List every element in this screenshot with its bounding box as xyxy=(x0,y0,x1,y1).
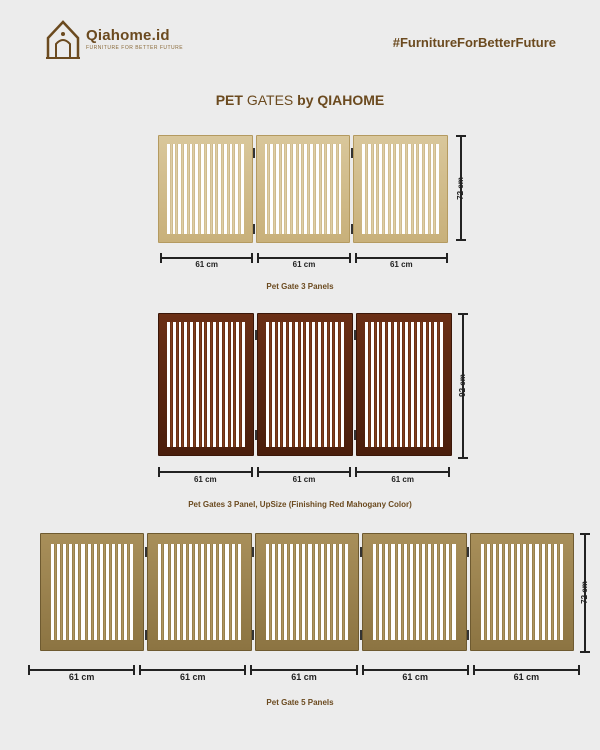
width-label: 61 cm xyxy=(68,672,95,682)
panel-opening xyxy=(167,144,244,234)
hinge xyxy=(351,148,353,158)
gate-slat xyxy=(204,544,207,640)
title-part-3: by QIAHOME xyxy=(297,92,385,108)
gate-panel xyxy=(470,533,574,651)
gate-slat xyxy=(413,544,416,640)
gate-slat xyxy=(422,144,425,234)
panel-opening xyxy=(481,544,563,640)
brand-tagline: FURNITURE FOR BETTER FUTURE xyxy=(86,45,184,51)
gate-slat xyxy=(514,544,517,640)
gate-slat xyxy=(520,544,523,640)
gate-slat xyxy=(388,544,391,640)
gate-slat xyxy=(181,322,184,447)
gate-slat xyxy=(484,544,487,640)
panel-opening xyxy=(167,322,245,447)
gate-slat xyxy=(216,544,219,640)
gate-slat xyxy=(229,544,232,640)
gate-panel xyxy=(158,135,253,243)
gate-slat xyxy=(233,322,236,447)
panel-opening xyxy=(365,322,443,447)
gate-caption: Pet Gates 3 Panel, UpSize (Finishing Red Mahogany Color) xyxy=(188,500,412,509)
gate-slat xyxy=(382,544,385,640)
gate-slat xyxy=(490,544,493,640)
gate-slat xyxy=(414,322,417,447)
header xyxy=(0,0,600,70)
gate-slat xyxy=(393,144,396,234)
gate-slat xyxy=(292,322,295,447)
hinge xyxy=(354,430,356,440)
gate-slat xyxy=(193,322,196,447)
hinge xyxy=(252,630,254,640)
gate-slat xyxy=(109,544,112,640)
gate-slat xyxy=(385,322,388,447)
width-label: 61 cm xyxy=(513,672,540,682)
gate-slat xyxy=(374,322,377,447)
gate-slat xyxy=(508,544,511,640)
gate-slat xyxy=(407,544,410,640)
gate-slat xyxy=(449,544,452,640)
gate-slat xyxy=(428,144,431,234)
panel-opening xyxy=(158,544,240,640)
gate-slat xyxy=(198,144,201,234)
gate-slat xyxy=(216,322,219,447)
gate-slat xyxy=(54,544,57,640)
gate-slat xyxy=(192,544,195,640)
panel-opening xyxy=(266,544,348,640)
gate-panel xyxy=(257,313,353,456)
gate-slat xyxy=(269,544,272,640)
width-label: 61 cm xyxy=(193,475,217,484)
gate-slat xyxy=(431,322,434,447)
gate-panel xyxy=(356,313,452,456)
gate-slat xyxy=(416,144,419,234)
gate-slat xyxy=(321,322,324,447)
pet-gate-3-panel-upsize-image xyxy=(158,313,452,456)
gate-slat xyxy=(388,144,391,234)
gate-slat xyxy=(192,144,195,234)
gate-panel xyxy=(40,533,144,651)
gate-slat xyxy=(557,544,560,640)
gate-slat xyxy=(443,544,446,640)
gate-slat xyxy=(299,544,302,640)
gate-slat xyxy=(284,144,287,234)
gate-slat xyxy=(397,322,400,447)
title-part-2: GATES xyxy=(242,92,298,108)
width-label: 61 cm xyxy=(391,475,414,484)
gate-slat xyxy=(170,144,173,234)
gate-slat xyxy=(313,144,316,234)
gate-slat xyxy=(174,544,177,640)
gate-slat xyxy=(298,322,301,447)
gate-slat xyxy=(187,144,190,234)
gate-slat xyxy=(426,322,429,447)
gate-slat xyxy=(239,322,242,447)
gate-slat xyxy=(279,144,282,234)
house-logo-icon xyxy=(44,18,82,60)
pet-gate-5-panels-image xyxy=(40,533,574,651)
hinge xyxy=(351,224,353,234)
gate-slat xyxy=(287,544,290,640)
gate-slat xyxy=(181,144,184,234)
gate-slat xyxy=(168,544,171,640)
gate-slat xyxy=(186,544,189,640)
gate-slat xyxy=(222,544,225,640)
gate-slat xyxy=(376,544,379,640)
gate-slat xyxy=(324,544,327,640)
gate-slat xyxy=(215,144,218,234)
brand-name: Qiahome.id xyxy=(86,27,170,44)
gate-slat xyxy=(275,544,278,640)
gate-slat xyxy=(204,144,207,234)
width-label: 61 cm xyxy=(292,260,316,269)
gate-slat xyxy=(269,322,272,447)
gate-slat xyxy=(496,544,499,640)
gate-panel xyxy=(256,135,351,243)
hinge xyxy=(145,630,147,640)
gate-slat xyxy=(365,144,368,234)
gate-slat xyxy=(267,144,270,234)
gate-panel xyxy=(158,313,254,456)
gate-slat xyxy=(368,322,371,447)
gate-panel xyxy=(362,533,466,651)
width-label: 61 cm xyxy=(389,260,413,269)
gate-slat xyxy=(330,544,333,640)
gate-slat xyxy=(309,322,312,447)
gate-slat xyxy=(290,144,293,234)
gate-slat xyxy=(336,544,339,640)
page-title xyxy=(0,92,600,108)
gate-slat xyxy=(425,544,428,640)
panel-opening xyxy=(362,144,439,234)
height-label: 92 cm xyxy=(457,374,467,397)
gate-slat xyxy=(539,544,542,640)
gate-slat xyxy=(532,544,535,640)
gate-slat xyxy=(307,144,310,234)
gate-slat xyxy=(187,322,190,447)
gate-slat xyxy=(545,544,548,640)
gate-panel xyxy=(353,135,448,243)
gate-slat xyxy=(210,144,213,234)
gate-caption: Pet Gate 5 Panels xyxy=(266,698,334,707)
gate-slat xyxy=(127,544,130,640)
logo[interactable] xyxy=(44,18,183,60)
gate-slat xyxy=(376,144,379,234)
panel-opening xyxy=(373,544,455,640)
hinge xyxy=(145,547,147,557)
gate-slat xyxy=(315,322,318,447)
gate-slat xyxy=(227,144,230,234)
gate-slat xyxy=(371,144,374,234)
gate-slat xyxy=(121,544,124,640)
gate-slat xyxy=(431,544,434,640)
gate-slat xyxy=(312,544,315,640)
gate-slat xyxy=(330,144,333,234)
title-part-1: PET xyxy=(215,92,243,108)
height-label: 72 cm xyxy=(579,581,589,604)
gate-slat xyxy=(103,544,106,640)
gate-slat xyxy=(97,544,100,640)
gate-slat xyxy=(336,144,339,234)
gate-slat xyxy=(332,322,335,447)
gate-slat xyxy=(303,322,306,447)
pet-gate-3-panels-image xyxy=(158,135,448,243)
width-label: 61 cm xyxy=(402,672,428,682)
gate-slat xyxy=(402,322,405,447)
gate-slat xyxy=(420,322,423,447)
hinge xyxy=(253,148,255,158)
gate-slat xyxy=(199,322,202,447)
gate-slat xyxy=(437,544,440,640)
gate-slat xyxy=(318,544,321,640)
hinge xyxy=(354,330,356,340)
gate-slat xyxy=(419,544,422,640)
gate-slat xyxy=(408,322,411,447)
gate-slat xyxy=(405,144,408,234)
gate-slat xyxy=(382,144,385,234)
gate-slat xyxy=(60,544,63,640)
hinge xyxy=(467,547,469,557)
gate-slat xyxy=(280,322,283,447)
gate-slat xyxy=(437,322,440,447)
gate-slat xyxy=(338,322,341,447)
hinge xyxy=(255,430,257,440)
gate-slat xyxy=(176,322,179,447)
gate-slat xyxy=(433,144,436,234)
gate-slat xyxy=(275,322,278,447)
gate-slat xyxy=(222,322,225,447)
hinge xyxy=(360,547,362,557)
gate-slat xyxy=(401,544,404,640)
gate-slat xyxy=(228,322,231,447)
gate-slat xyxy=(175,144,178,234)
height-label: 72 cm xyxy=(455,177,465,200)
panel-opening xyxy=(51,544,133,640)
width-label: 61 cm xyxy=(291,672,317,682)
gate-slat xyxy=(399,144,402,234)
gate-slat xyxy=(281,544,284,640)
gate-slat xyxy=(85,544,88,640)
gate-slat xyxy=(293,544,296,640)
gate-slat xyxy=(91,544,94,640)
hinge xyxy=(253,224,255,234)
gate-slat xyxy=(296,144,299,234)
gate-slat xyxy=(379,322,382,447)
width-label: 61 cm xyxy=(180,672,206,682)
gate-slat xyxy=(342,544,345,640)
gate-slat xyxy=(395,544,398,640)
hashtag: #FurnitureForBetterFuture xyxy=(392,35,556,50)
hinge xyxy=(255,330,257,340)
gate-slat xyxy=(502,544,505,640)
gate-slat xyxy=(170,322,173,447)
hinge xyxy=(467,630,469,640)
gate-slat xyxy=(66,544,69,640)
gate-slat xyxy=(161,544,164,640)
gate-slat xyxy=(526,544,529,640)
gate-slat xyxy=(204,322,207,447)
gate-slat xyxy=(301,144,304,234)
gate-slat xyxy=(78,544,81,640)
gate-slat xyxy=(115,544,118,640)
hinge xyxy=(252,547,254,557)
gate-slat xyxy=(411,144,414,234)
gate-slat xyxy=(238,144,241,234)
gate-slat xyxy=(72,544,75,640)
gate-slat xyxy=(210,544,213,640)
width-label: 61 cm xyxy=(292,475,316,484)
gate-slat xyxy=(286,322,289,447)
hinge xyxy=(360,630,362,640)
gate-panel xyxy=(147,533,251,651)
gate-caption: Pet Gate 3 Panels xyxy=(266,282,334,291)
gate-slat xyxy=(221,144,224,234)
width-label: 61 cm xyxy=(195,260,218,269)
gate-slat xyxy=(391,322,394,447)
panel-opening xyxy=(265,144,342,234)
gate-slat xyxy=(198,544,201,640)
gate-slat xyxy=(327,322,330,447)
gate-slat xyxy=(324,144,327,234)
gate-slat xyxy=(273,144,276,234)
gate-slat xyxy=(305,544,308,640)
gate-slat xyxy=(210,322,213,447)
gate-slat xyxy=(235,544,238,640)
panel-opening xyxy=(266,322,344,447)
gate-slat xyxy=(232,144,235,234)
gate-slat xyxy=(551,544,554,640)
gate-slat xyxy=(180,544,183,640)
gate-panel xyxy=(255,533,359,651)
gate-slat xyxy=(319,144,322,234)
